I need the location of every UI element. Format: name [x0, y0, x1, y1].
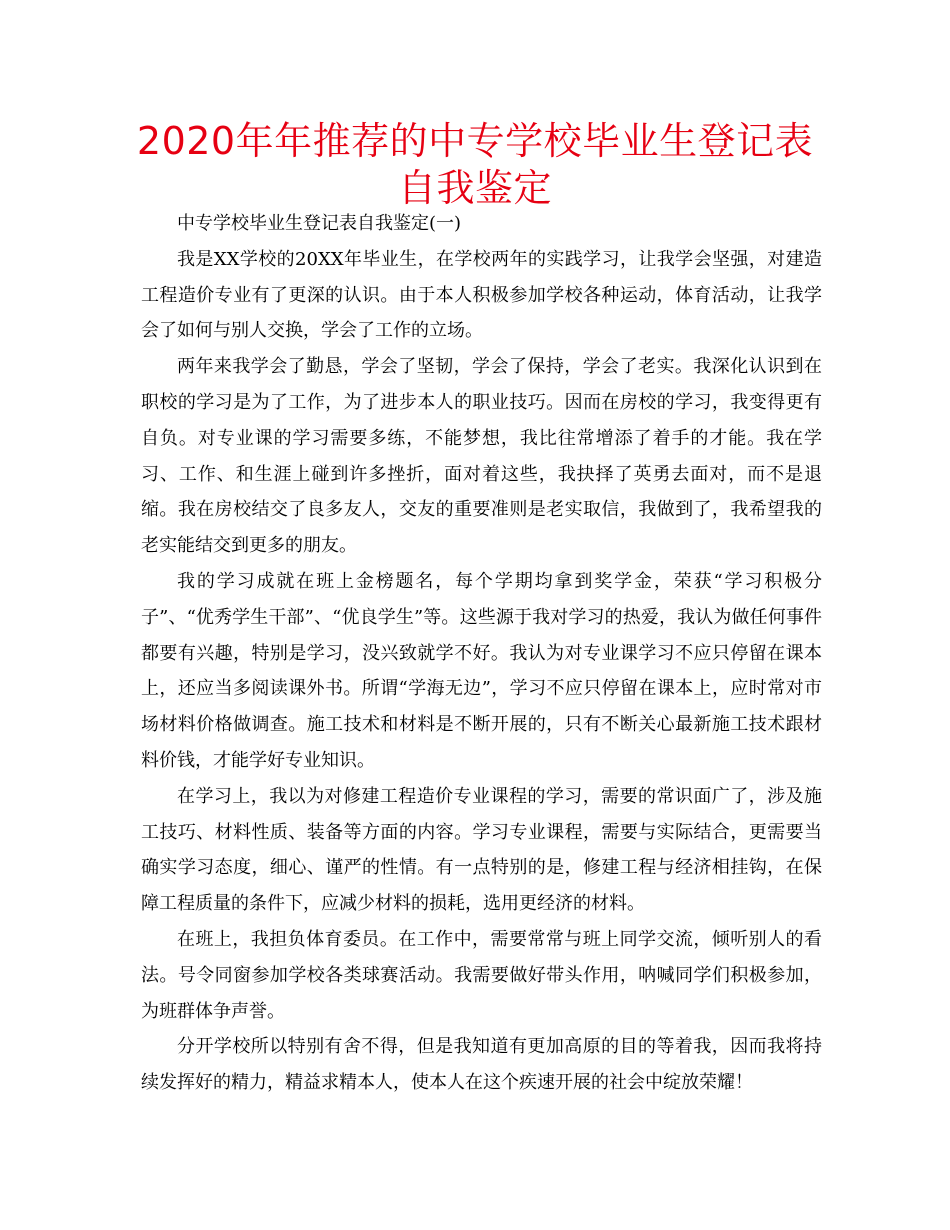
- document-title: 2020年年推荐的中专学校毕业生登记表自我鉴定: [136, 119, 814, 210]
- paragraph-two-years: 两年来我学会了勤恳，学会了坚韧，学会了保持，学会了老实。我深化认识到在职校的学习是为了工作，为了进步本人的职业技巧。因而在房校的学习，我变得更有自负。对专业课的学习需要多练，不能梦想，我比往常增添了着手的才能。我在学习、工作、和生涯上碰到许多挫折，面对着这些，我抉择了英勇去面对，而不是退缩。我在房校结交了良多友人，交友的重要准则是老实取信，我做到了，我希望我的老实能结交到更多的朋友。: [141, 356, 822, 557]
- paragraph-class-role: 在班上，我担负体育委员。在工作中，需要常常与班上同学交流，倾听别人的看法。号令同窗参加学校各类球赛活动。我需要做好带头作用，呐喊同学们积极参加，为班群体争声誉。: [141, 928, 822, 1022]
- paragraph-achievements: 我的学习成就在班上金榜题名，每个学期均拿到奖学金，荣获“学习积极分子”、“优秀学生干部”、“优良学生”等。这些源于我对学习的热爱，我认为做任何事件都要有兴趣，特别是学习，没兴致就学不好。我认为对专业课学习不应只停留在课本上，还应当多阅读课外书。所谓“学海无边”，学习不应只停留在课本上，应时常对市场材料价格做调查。施工技术和材料是不断开展的，只有不断关心最新施工技术跟材料价钱，才能学好专业知识。: [141, 570, 822, 771]
- paragraph-study: 在学习上，我以为对修建工程造价专业课程的学习，需要的常识面广了，涉及施工技巧、材料性质、装备等方面的内容。学习专业课程，需要与实际结合，更需要当确实学习态度，细心、谨严的性情。有一点特别的是，修建工程与经济相挂钩，在保障工程质量的条件下，应减少材料的损耗，选用更经济的材料。: [141, 785, 822, 915]
- document-body: [141, 206, 822, 1101]
- paragraph-intro: 我是XX学校的20XX年毕业生，在学校两年的实践学习，让我学会坚强，对建造工程造价专业有了更深的认识。由于本人积极参加学校各种运动，体育活动，让我学会了如何与别人交换，学会了工作的立场。: [141, 248, 822, 342]
- section-heading: 中专学校毕业生登记表自我鉴定(一): [177, 213, 462, 234]
- paragraph-closing: 分开学校所以特别有舍不得，但是我知道有更加高原的目的等着我，因而我将持续发挥好的精力，精益求精本人，使本人在这个疾速开展的社会中绽放荣耀！: [141, 1036, 822, 1094]
